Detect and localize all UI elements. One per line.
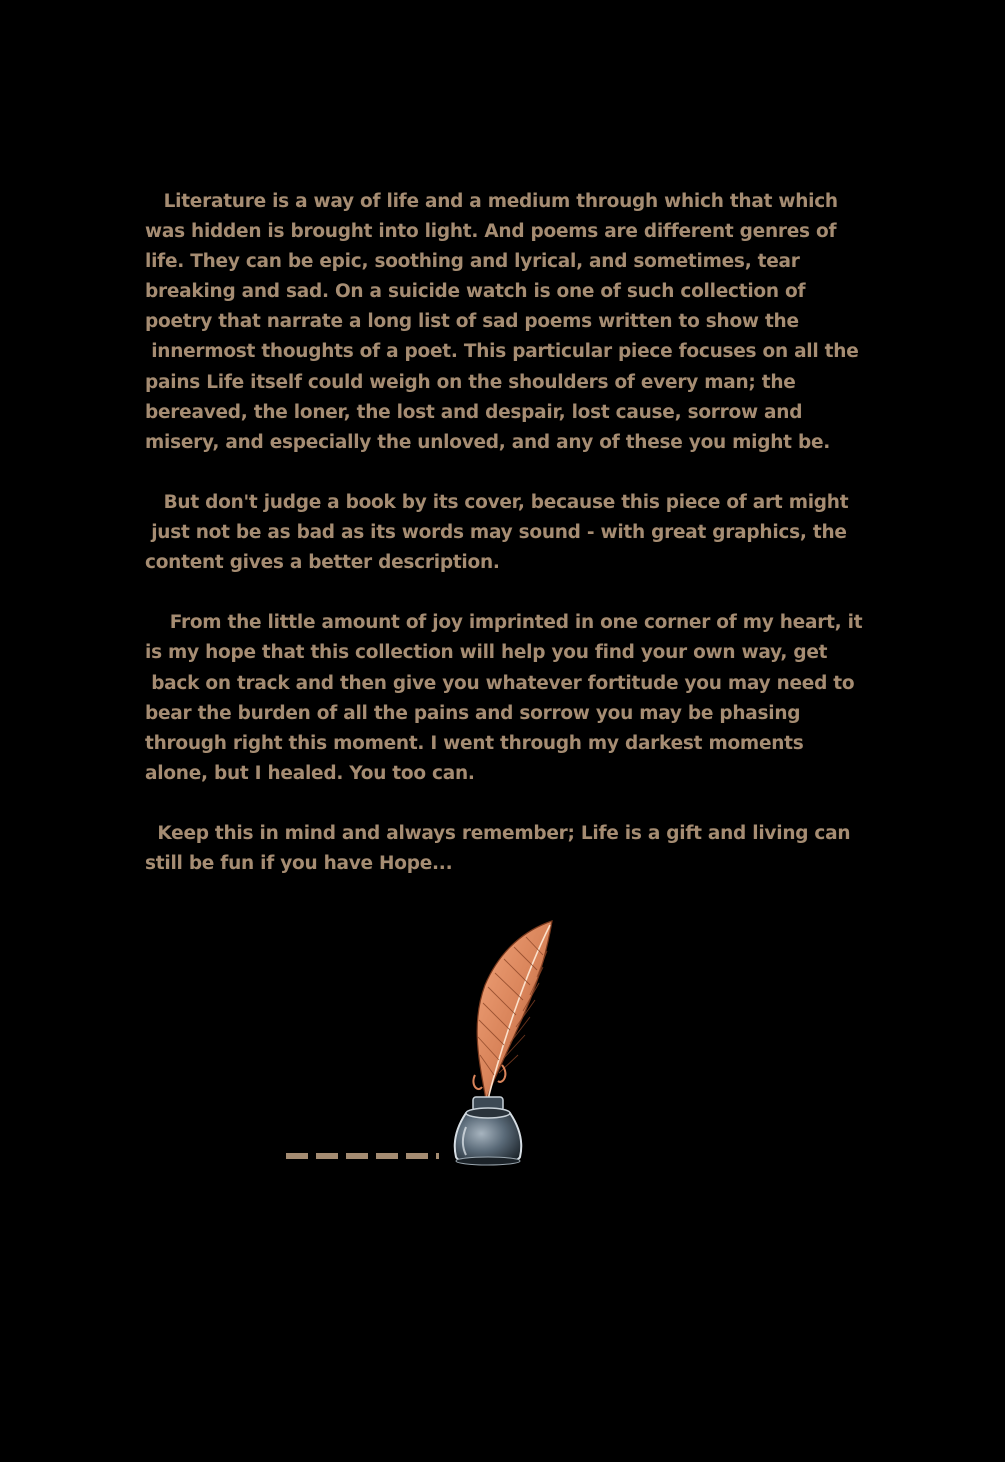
paragraph-gap — [145, 458, 860, 488]
text-line: Literature is a way of life and a medium through which that which — [145, 191, 838, 212]
inkwell-icon — [455, 1097, 522, 1165]
paragraph-1 — [145, 187, 860, 458]
text-line: bereaved, the loner, the lost and despair, lost cause, sorrow and — [145, 401, 803, 423]
text-line: life. They can be epic, soothing and lyrical, and sometimes, tear — [145, 251, 800, 273]
text-line: breaking and sad. On a suicide watch is one of such collection of — [145, 281, 806, 303]
paragraph-2 — [145, 488, 860, 578]
text-line: pains Life itself could weigh on the shoulders of every man; the — [145, 371, 796, 393]
quill-and-inkwell-icon — [280, 915, 580, 1175]
text-line: From the little amount of joy imprinted in one corner of my heart, it — [145, 612, 863, 634]
text-line: just not be as bad as its words may sound - with great graphics, the — [145, 522, 847, 544]
dashed-line — [286, 1153, 439, 1159]
paragraph-3 — [145, 608, 863, 789]
text-line: still be fun if you have Hope... — [145, 853, 453, 875]
text-line: was hidden is brought into light. And poems are different genres of — [145, 221, 837, 243]
feather-icon — [473, 921, 552, 1115]
intro-text — [145, 187, 863, 879]
text-line: But don't judge a book by its cover, because this piece of art might — [145, 491, 849, 513]
text-line: through right this moment. I went through my darkest moments — [145, 732, 804, 754]
text-line: misery, and especially the unloved, and any of these you might be. — [145, 431, 831, 453]
text-line: back on track and then give you whatever fortitude you may need to — [145, 672, 855, 694]
paragraph-4 — [145, 819, 860, 879]
paragraph-gap — [145, 578, 860, 608]
text-line: Keep this in mind and always remember; Life is a gift and living can — [145, 822, 851, 844]
text-line: poetry that narrate a long list of sad poems written to show the — [145, 311, 799, 333]
text-line: alone, but I healed. You too can. — [145, 762, 475, 784]
text-line: is my hope that this collection will help you find your own way, get — [145, 642, 828, 664]
text-line: bear the burden of all the pains and sorrow you may be phasing — [145, 702, 801, 724]
text-line: innermost thoughts of a poet. This particular piece focuses on all the — [145, 341, 859, 363]
paragraph-gap — [145, 789, 860, 819]
text-line: content gives a better description. — [145, 552, 500, 574]
